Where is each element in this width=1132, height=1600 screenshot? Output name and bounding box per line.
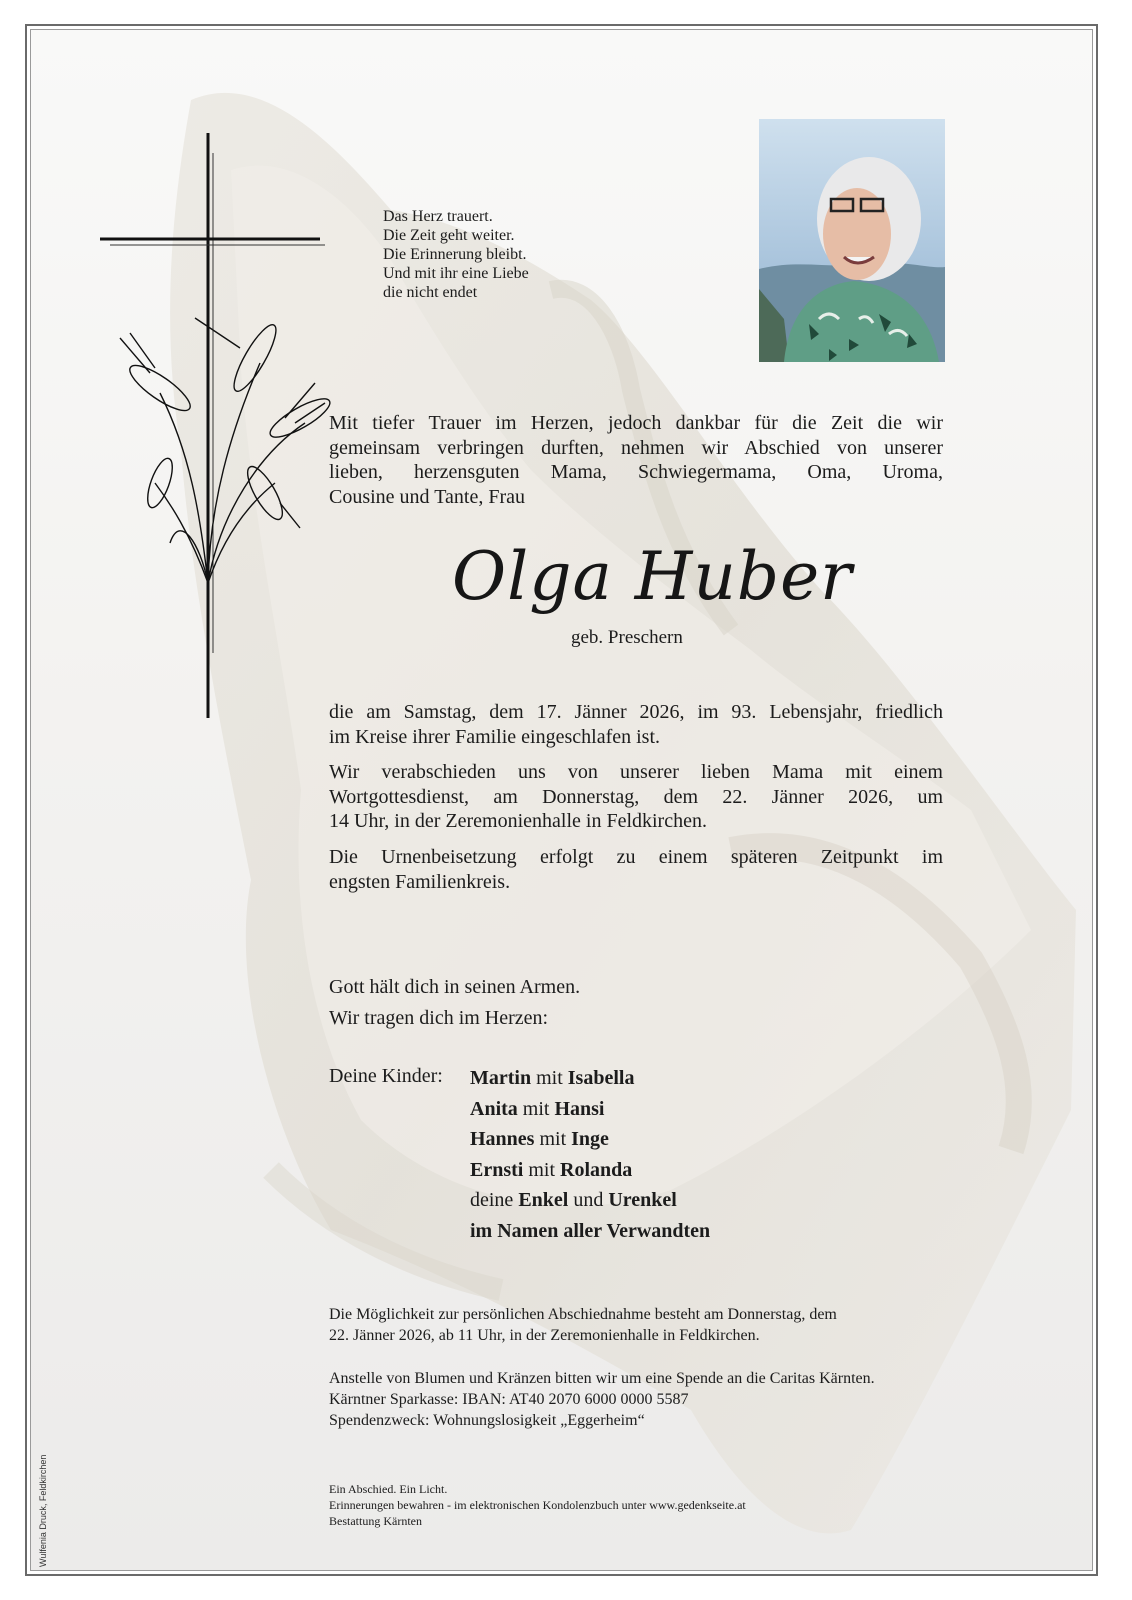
motto-line: Die Erinnerung bleibt. <box>383 246 527 263</box>
intro-line: Mit tiefer Trauer im Herzen, jedoch dankbar für die Zeit die wir <box>329 412 943 434</box>
intro-line: lieben, herzensguten Mama, Schwiegermama, Oma, Uroma, <box>329 461 943 483</box>
burial-line: Die Urnenbeisetzung erfolgt zu einem späteren Zeitpunkt im <box>329 846 943 868</box>
mourner-line: Hannes mit Inge <box>470 1128 609 1151</box>
death-line: die am Samstag, dem 17. Jänner 2026, im 93. Lebensjahr, friedlich <box>329 701 943 723</box>
farewell-info <box>329 1304 949 1346</box>
donation-line: Kärntner Sparkasse: IBAN: AT40 2070 6000 0000 5587 <box>329 1391 689 1408</box>
birth-name: geb. Preschern <box>571 627 683 648</box>
closing-line: Wir tragen dich im Herzen: <box>329 1007 549 1029</box>
motto-verse <box>383 207 603 302</box>
deceased-name: Olga Huber <box>452 538 853 615</box>
mourner-line: im Namen aller Verwandten <box>470 1219 711 1242</box>
closing-verse <box>329 972 580 1034</box>
motto-line: Das Herz trauert. <box>383 208 493 225</box>
donation-info <box>329 1368 949 1431</box>
printer-imprint: Wulfenia Druck, Feldkirchen <box>38 1454 48 1567</box>
portrait-photo <box>759 119 945 362</box>
service-paragraph <box>329 760 943 834</box>
donation-line: Spendenzweck: Wohnungslosigkeit „Eggerheim“ <box>329 1412 645 1429</box>
footer-info <box>329 1481 746 1529</box>
mourners-label: Deine Kinder: <box>329 1065 443 1087</box>
service-line: 14 Uhr, in der Zeremonienhalle in Feldkirchen. <box>329 810 707 832</box>
motto-line: Und mit ihr eine Liebe <box>383 265 529 282</box>
mourner-line: Martin mit Isabella <box>470 1067 635 1089</box>
intro-paragraph <box>329 411 943 509</box>
motto-line: Die Zeit geht weiter. <box>383 227 515 244</box>
mourner-line: Ernsti mit Rolanda <box>470 1158 633 1181</box>
intro-line: gemeinsam verbringen durften, nehmen wir Abschied von unserer <box>329 436 943 459</box>
service-line: Wortgottesdienst, am Donnerstag, dem 22. Jänner 2026, um <box>329 785 943 808</box>
intro-line: Cousine und Tante, Frau <box>329 485 525 508</box>
farewell-line: 22. Jänner 2026, ab 11 Uhr, in der Zeremonienhalle in Feldkirchen. <box>329 1327 760 1344</box>
mourner-line: Anita mit Hansi <box>470 1097 605 1120</box>
donation-line: Anstelle von Blumen und Kränzen bitten wir um eine Spende an die Caritas Kärnten. <box>329 1370 875 1387</box>
closing-line: Gott hält dich in seinen Armen. <box>329 976 581 998</box>
burial-line: engsten Familienkreis. <box>329 870 511 893</box>
footer-line: Ein Abschied. Ein Licht. <box>329 1482 448 1496</box>
motto-line: die nicht endet <box>383 284 478 301</box>
cross-with-wheat <box>100 133 340 733</box>
footer-line: Erinnerungen bewahren - im elektronischen Kondolenzbuch unter www.gedenkseite.at <box>329 1498 746 1512</box>
mourner-line: deine Enkel und Urenkel <box>470 1189 677 1212</box>
mourners-list <box>470 1063 710 1247</box>
burial-paragraph <box>329 845 943 894</box>
footer-line: Bestattung Kärnten <box>329 1514 422 1528</box>
death-paragraph <box>329 700 943 749</box>
death-line: im Kreise ihrer Familie eingeschlafen ist. <box>329 725 661 748</box>
service-line: Wir verabschieden uns von unserer lieben Mama mit einem <box>329 761 943 783</box>
farewell-line: Die Möglichkeit zur persönlichen Abschiednahme besteht am Donnerstag, dem <box>329 1306 837 1323</box>
